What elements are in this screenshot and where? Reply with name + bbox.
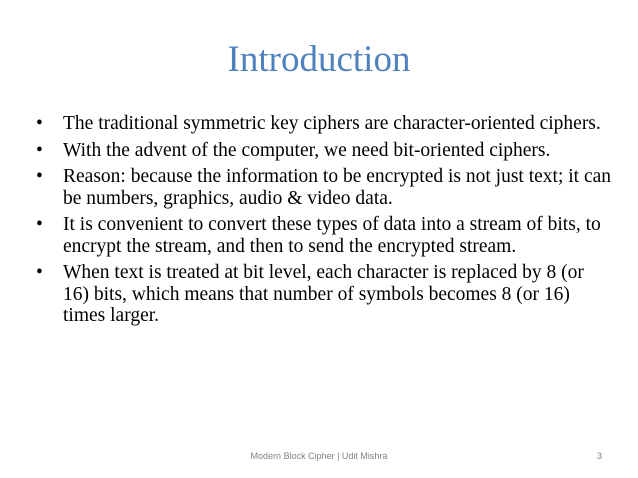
bullet-icon: • [36, 262, 43, 283]
page-number: 3 [596, 451, 602, 461]
bullet-icon: • [36, 214, 43, 235]
bullet-item [36, 113, 614, 135]
bullet-text: Reason: because the information to be encrypted is not just text; it can be numbers, graphics, audio & video data. [63, 166, 612, 209]
bullet-text: With the advent of the computer, we need bit-oriented ciphers. [63, 139, 551, 161]
bullet-icon: • [36, 139, 43, 161]
bullet-icon: • [36, 113, 43, 134]
bullet-text: The traditional symmetric key ciphers are character-oriented ciphers. [63, 113, 601, 134]
bullet-text: When text is treated at bit level, each character is replaced by 8 (or 16) bits, which means that number of symbols becomes 8 (or 16) times larger. [63, 262, 584, 326]
bullet-icon: • [36, 166, 43, 187]
bullet-item [36, 214, 614, 257]
bullet-item [36, 140, 614, 162]
footer-text: Modern Block Cipher | Udit Mishra [250, 451, 388, 461]
bullet-item [36, 262, 614, 327]
bullet-list [36, 113, 614, 332]
bullet-item [36, 166, 614, 209]
bullet-text: It is convenient to convert these types of data into a stream of bits, to encrypt the stream, and then to send the encrypted stream. [63, 214, 601, 257]
slide-title: Introduction [227, 39, 411, 80]
